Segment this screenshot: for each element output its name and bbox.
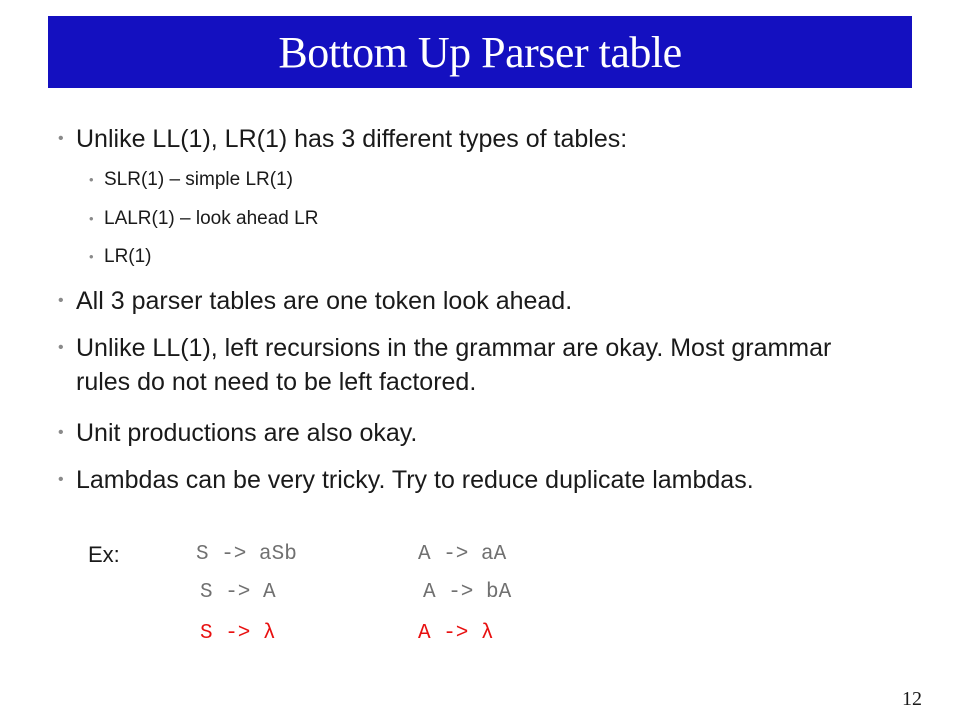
sub-bullet-item	[89, 207, 319, 231]
grammar-rule-right: A -> aA	[418, 543, 507, 566]
grammar-rule-right: A -> bA	[423, 581, 512, 604]
bullet-dot-icon: •	[89, 172, 94, 187]
bullet-item	[58, 463, 846, 497]
sub-bullet-item	[89, 168, 293, 192]
bullet-dot-icon: •	[89, 211, 94, 226]
bullet-dot-icon: •	[58, 130, 64, 147]
bullet-text: Unlike LL(1), left recursions in the grammar are okay. Most grammar rules do not need to be left factored.	[76, 334, 832, 396]
sub-bullet-text: LR(1)	[104, 246, 152, 267]
bullet-dot-icon: •	[58, 292, 64, 309]
bullet-text: Unit productions are also okay.	[76, 419, 418, 447]
bullet-dot-icon: •	[89, 249, 94, 264]
bullet-item	[58, 416, 920, 450]
bullet-item	[58, 122, 920, 156]
grammar-rule-right: A -> λ	[418, 622, 494, 645]
bullet-item	[58, 331, 866, 399]
bullet-dot-icon: •	[58, 339, 64, 356]
grammar-rule-left: S -> λ	[200, 622, 276, 645]
bullet-dot-icon: •	[58, 424, 64, 441]
example-label: Ex:	[88, 542, 120, 567]
grammar-rule-left: S -> aSb	[196, 543, 297, 566]
bullet-dot-icon: •	[58, 471, 64, 488]
bullet-text: Unlike LL(1), LR(1) has 3 different types of tables:	[76, 125, 628, 153]
sub-bullet-item	[89, 245, 152, 269]
bullet-item	[58, 284, 920, 318]
grammar-rule-left: S -> A	[200, 581, 276, 604]
slide-title: Bottom Up Parser table	[278, 27, 682, 77]
slide-title-bar	[48, 16, 912, 88]
sub-bullet-text: LALR(1) – look ahead LR	[104, 208, 319, 229]
page-number: 12	[902, 688, 922, 710]
bullet-text: All 3 parser tables are one token look ahead.	[76, 287, 573, 315]
bullet-text: Lambdas can be very tricky. Try to reduce duplicate lambdas.	[76, 466, 754, 494]
sub-bullet-text: SLR(1) – simple LR(1)	[104, 169, 293, 190]
